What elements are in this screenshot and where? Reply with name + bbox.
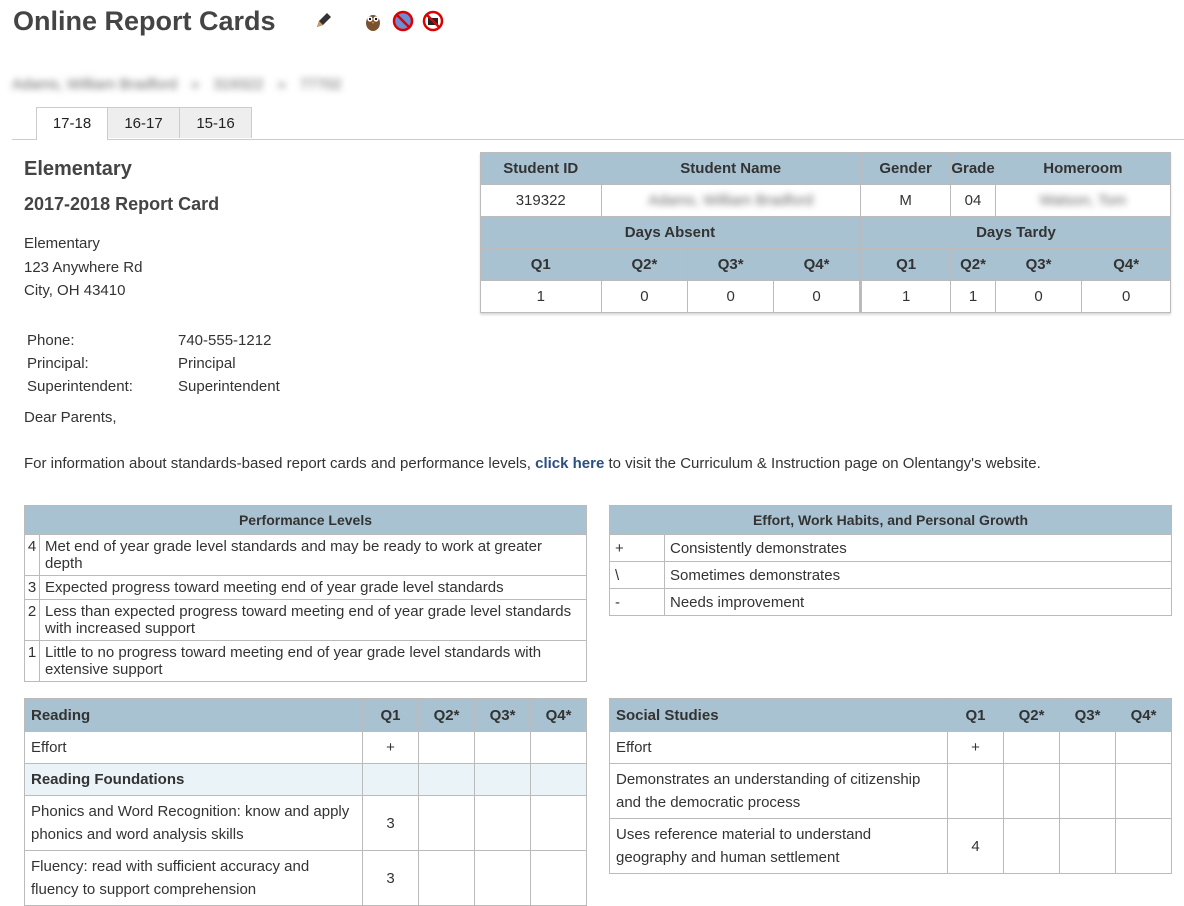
- col-student-id: Student ID: [481, 153, 602, 185]
- student-extra: 77702: [299, 76, 342, 93]
- days-absent-header: Days Absent: [481, 217, 861, 249]
- grade-cell: [1004, 764, 1060, 819]
- level-description: Met end of year grade level standards and may be ready to work at greater depth: [40, 535, 587, 576]
- effort-symbol: -: [610, 589, 665, 616]
- effort-header: Effort, Work Habits, and Personal Growth: [610, 506, 1172, 535]
- col-homeroom: Homeroom: [995, 153, 1170, 185]
- grade-cell: [1116, 819, 1172, 874]
- contact-value: Principal: [178, 355, 236, 372]
- no-sign-icon[interactable]: [392, 10, 414, 32]
- grade-cell: [363, 764, 419, 796]
- tardy-q3-header: Q3*: [995, 249, 1082, 281]
- effort-description: Needs improvement: [665, 589, 1172, 616]
- absent-q1: 1: [481, 281, 602, 313]
- greeting: Dear Parents,: [24, 409, 117, 426]
- tab-16-17[interactable]: 16-17: [107, 107, 180, 138]
- level-description: Expected progress toward meeting end of year grade level standards: [40, 576, 587, 600]
- student-breadcrumb: [12, 76, 342, 93]
- grade-cell: +: [363, 732, 419, 764]
- title-icons: [312, 10, 444, 32]
- level-description: Less than expected progress toward meeting end of year grade level standards with increased support: [40, 600, 587, 641]
- grade-cell: 3: [363, 796, 419, 851]
- address-line: City, OH 43410: [24, 282, 126, 299]
- reading-table: [24, 698, 587, 906]
- absent-q2: 0: [601, 281, 688, 313]
- standard-label: Effort: [610, 732, 948, 764]
- page-title: Online Report Cards: [13, 6, 276, 36]
- tardy-q4: 0: [1082, 281, 1171, 313]
- q2-header: Q2*: [419, 699, 475, 732]
- tardy-q2: 1: [951, 281, 995, 313]
- contact-key: Superintendent:: [27, 378, 133, 395]
- absent-q4-header: Q4*: [774, 249, 861, 281]
- info-text: to visit the Curriculum & Instruction page on Olentangy's website.: [604, 455, 1041, 472]
- q1-header: Q1: [363, 699, 419, 732]
- tardy-q1-header: Q1: [860, 249, 950, 281]
- contact-key: Phone:: [27, 332, 75, 349]
- grade-cell: [475, 764, 531, 796]
- grade-cell: [531, 764, 587, 796]
- absent-q3: 0: [688, 281, 774, 313]
- contact-value: Superintendent: [178, 378, 280, 395]
- col-grade: Grade: [951, 153, 995, 185]
- q4-header: Q4*: [531, 699, 587, 732]
- student-id: 319322: [213, 76, 264, 93]
- social-studies-header: Social Studies: [610, 699, 948, 732]
- grade-cell: [419, 796, 475, 851]
- gender-value: M: [860, 185, 950, 217]
- report-card-title: 2017-2018 Report Card: [24, 194, 220, 214]
- student-name: Adams, William Bradford: [12, 76, 178, 93]
- q3-header: Q3*: [475, 699, 531, 732]
- grade-cell: [419, 764, 475, 796]
- grade-cell: [1116, 732, 1172, 764]
- q4-header: Q4*: [1116, 699, 1172, 732]
- contact-table: [27, 329, 280, 398]
- effort-symbol: +: [610, 535, 665, 562]
- student-name-text: Adams, William Bradford: [648, 192, 814, 209]
- tab-17-18[interactable]: 17-18: [36, 107, 108, 140]
- grade-cell: 4: [948, 819, 1004, 874]
- student-name-value: [601, 185, 860, 217]
- tardy-q3: 0: [995, 281, 1082, 313]
- pencil-icon[interactable]: [312, 10, 334, 32]
- performance-levels-header: Performance Levels: [25, 506, 587, 535]
- reading-header: Reading: [25, 699, 363, 732]
- performance-levels-table: [24, 505, 587, 682]
- q1-header: Q1: [948, 699, 1004, 732]
- no-camera-icon[interactable]: [422, 10, 444, 32]
- tardy-q1: 1: [860, 281, 950, 313]
- grade-cell: [419, 851, 475, 906]
- homeroom-value: [995, 185, 1170, 217]
- separator: »: [277, 76, 286, 93]
- grade-cell: [1060, 732, 1116, 764]
- grade-cell: [1004, 819, 1060, 874]
- standard-label: Fluency: read with sufficient accuracy and fluency to support comprehension: [25, 851, 363, 906]
- grade-cell: [419, 732, 475, 764]
- tardy-q2-header: Q2*: [951, 249, 995, 281]
- school-address: [24, 232, 142, 303]
- standard-label: Phonics and Word Recognition: know and apply phonics and word analysis skills: [25, 796, 363, 851]
- grade-cell: [475, 851, 531, 906]
- col-student-name: Student Name: [601, 153, 860, 185]
- level-number: 1: [25, 641, 40, 682]
- grade-cell: [1060, 764, 1116, 819]
- contact-key: Principal:: [27, 355, 89, 372]
- standard-label: Uses reference material to understand geography and human settlement: [610, 819, 948, 874]
- info-paragraph: [24, 455, 1041, 472]
- level-description: Little to no progress toward meeting end of year grade level standards with extensive support: [40, 641, 587, 682]
- student-info-table: [480, 152, 1171, 313]
- address-line: Elementary: [24, 235, 100, 252]
- contact-value: 740-555-1212: [178, 332, 272, 349]
- absent-q4: 0: [774, 281, 861, 313]
- effort-description: Sometimes demonstrates: [665, 562, 1172, 589]
- col-gender: Gender: [860, 153, 950, 185]
- q3-header: Q3*: [1060, 699, 1116, 732]
- effort-description: Consistently demonstrates: [665, 535, 1172, 562]
- effort-symbol: \: [610, 562, 665, 589]
- grade-cell: [1116, 764, 1172, 819]
- grade-cell: +: [948, 732, 1004, 764]
- grade-cell: [475, 796, 531, 851]
- grade-cell: [1060, 819, 1116, 874]
- grade-cell: [1004, 732, 1060, 764]
- absent-q3-header: Q3*: [688, 249, 774, 281]
- school-level: Elementary: [24, 158, 132, 180]
- level-number: 2: [25, 600, 40, 641]
- q2-header: Q2*: [1004, 699, 1060, 732]
- grade-cell: [948, 764, 1004, 819]
- standard-label: Effort: [25, 732, 363, 764]
- tab-15-16[interactable]: 15-16: [179, 107, 252, 138]
- level-number: 3: [25, 576, 40, 600]
- grade-cell: [475, 732, 531, 764]
- grade-cell: 3: [363, 851, 419, 906]
- info-text: For information about standards-based report cards and performance levels,: [24, 455, 536, 472]
- level-number: 4: [25, 535, 40, 576]
- student-id-value: 319322: [481, 185, 602, 217]
- days-tardy-header: Days Tardy: [860, 217, 1170, 249]
- separator: »: [191, 76, 200, 93]
- year-tabs: [12, 107, 1184, 140]
- owl-icon[interactable]: [362, 10, 384, 32]
- click-here-link[interactable]: click here: [535, 455, 605, 472]
- social-studies-table: [609, 698, 1172, 874]
- absent-q2-header: Q2*: [601, 249, 688, 281]
- grade-cell: [531, 732, 587, 764]
- homeroom-text: Watson, Tom: [1039, 192, 1127, 209]
- address-line: 123 Anywhere Rd: [24, 258, 143, 276]
- absent-q1-header: Q1: [481, 249, 602, 281]
- section-label: Reading Foundations: [25, 764, 363, 796]
- grade-cell: [531, 851, 587, 906]
- grade-value: 04: [951, 185, 995, 217]
- effort-table: [609, 505, 1172, 616]
- tardy-q4-header: Q4*: [1082, 249, 1171, 281]
- standard-label: Demonstrates an understanding of citizenship and the democratic process: [610, 764, 948, 819]
- grade-cell: [531, 796, 587, 851]
